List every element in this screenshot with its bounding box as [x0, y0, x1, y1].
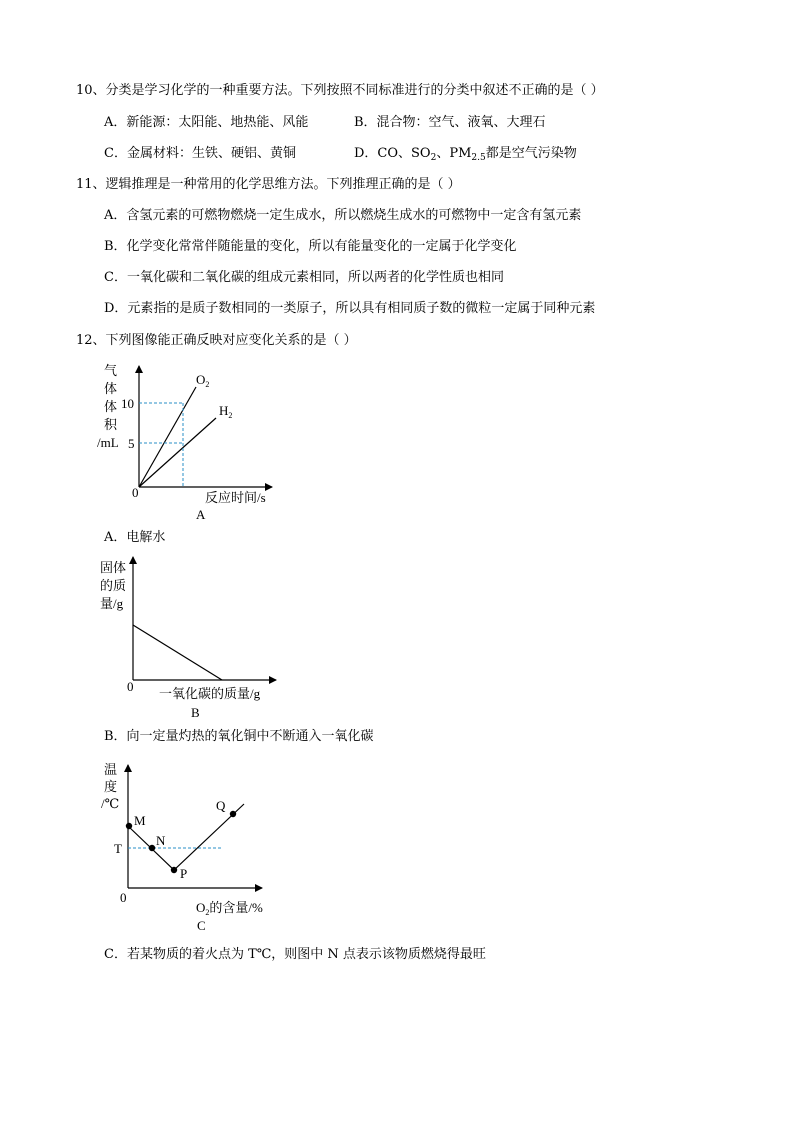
graph-b-ylabel-3: 量/g: [100, 596, 124, 611]
graph-c-ylabel-3: /℃: [101, 796, 120, 811]
graph-a-xlabel: 反应时间/s: [205, 490, 266, 505]
graph-c-point-q: [230, 811, 236, 817]
graph-a-caption: A: [196, 507, 206, 522]
graph-a-origin: 0: [132, 485, 139, 500]
graph-c-label-n: N: [156, 833, 166, 848]
q10-option-d-sub2: 2.5: [471, 153, 486, 163]
graph-c-point-p: [171, 867, 177, 873]
graph-c-label-q: Q: [216, 798, 226, 813]
graph-a-ylabel-4: 积: [104, 417, 118, 432]
graph-a-ylabel-3: 体: [104, 399, 118, 414]
graph-b-ylabel-1: 固体: [100, 560, 127, 575]
q10-option-d-sub1: 2: [430, 153, 437, 163]
graph-c-origin: 0: [120, 890, 127, 905]
graph-c-xlabel: $O_2$的含量/%: [196, 900, 263, 917]
q10-option-d-mid: 、PM: [436, 146, 472, 161]
q12-option-a: A．电解水: [104, 530, 166, 545]
q10-option-b: B．混合物：空气、液氧、大理石: [354, 115, 546, 130]
graph-b-caption: B: [191, 705, 200, 720]
graph-a-tick-5: 5: [128, 436, 135, 451]
graph-b-origin: 0: [127, 679, 134, 694]
q11-option-a: A．含氢元素的可燃物燃烧一定生成水，所以燃烧生成水的可燃物中一定含有氢元素: [104, 208, 582, 223]
graph-c-label-t: T: [114, 841, 122, 856]
graph-a-ylabel-5: /mL: [97, 435, 119, 450]
q11-option-c: C．一氧化碳和二氧化碳的组成元素相同，所以两者的化学性质也相同: [104, 270, 504, 285]
q10-option-d-post: 都是空气污染物: [485, 146, 577, 161]
q10-option-a: A．新能源：太阳能、地热能、风能: [104, 115, 309, 130]
graph-b-xlabel: 一氧化碳的质量/g: [159, 686, 261, 701]
q11-stem: 11、逻辑推理是一种常用的化学思维方法。下列推理正确的是（ ）: [76, 177, 461, 192]
q12-stem: 12、下列图像能正确反映对应变化关系的是（ ）: [76, 333, 357, 348]
graph-c-point-n: [149, 845, 155, 851]
q12-option-c: C．若某物质的着火点为 T℃，则图中 N 点表示该物质燃烧得最旺: [104, 947, 486, 962]
q11-option-d: D．元素指的是质子数相同的一类原子，所以具有相同质子数的微粒一定属于同种元素: [104, 301, 596, 316]
graph-a-o2-label: $O_2$: [196, 372, 210, 389]
q10-option-c: C．金属材料：生铁、硬铝、黄铜: [104, 146, 296, 161]
graph-a-ylabel-1: 气: [104, 363, 118, 378]
q10-option-d-pre: D．CO、SO: [354, 146, 431, 161]
graph-c-ylabel-2: 度: [104, 779, 118, 794]
graph-a-h2-label: $H_2$: [219, 403, 233, 420]
graph-c-point-m: [126, 823, 132, 829]
graph-c-label-p: P: [180, 866, 188, 881]
graph-a-ylabel-2: 体: [104, 381, 118, 396]
q12-option-b: B．向一定量灼热的氧化铜中不断通入一氧化碳: [104, 729, 374, 744]
graph-a-tick-10: 10: [121, 396, 134, 411]
graph-c-ylabel-1: 温: [104, 762, 118, 777]
q10-stem: 10、分类是学习化学的一种重要方法。下列按照不同标准进行的分类中叙述不正确的是（ ）: [76, 83, 604, 98]
graph-c-label-m: M: [134, 813, 146, 828]
q11-option-b: B．化学变化常常伴随能量的变化，所以有能量变化的一定属于化学变化: [104, 239, 517, 254]
graph-c-caption: C: [197, 918, 206, 933]
graph-b-ylabel-2: 的质: [100, 578, 127, 593]
